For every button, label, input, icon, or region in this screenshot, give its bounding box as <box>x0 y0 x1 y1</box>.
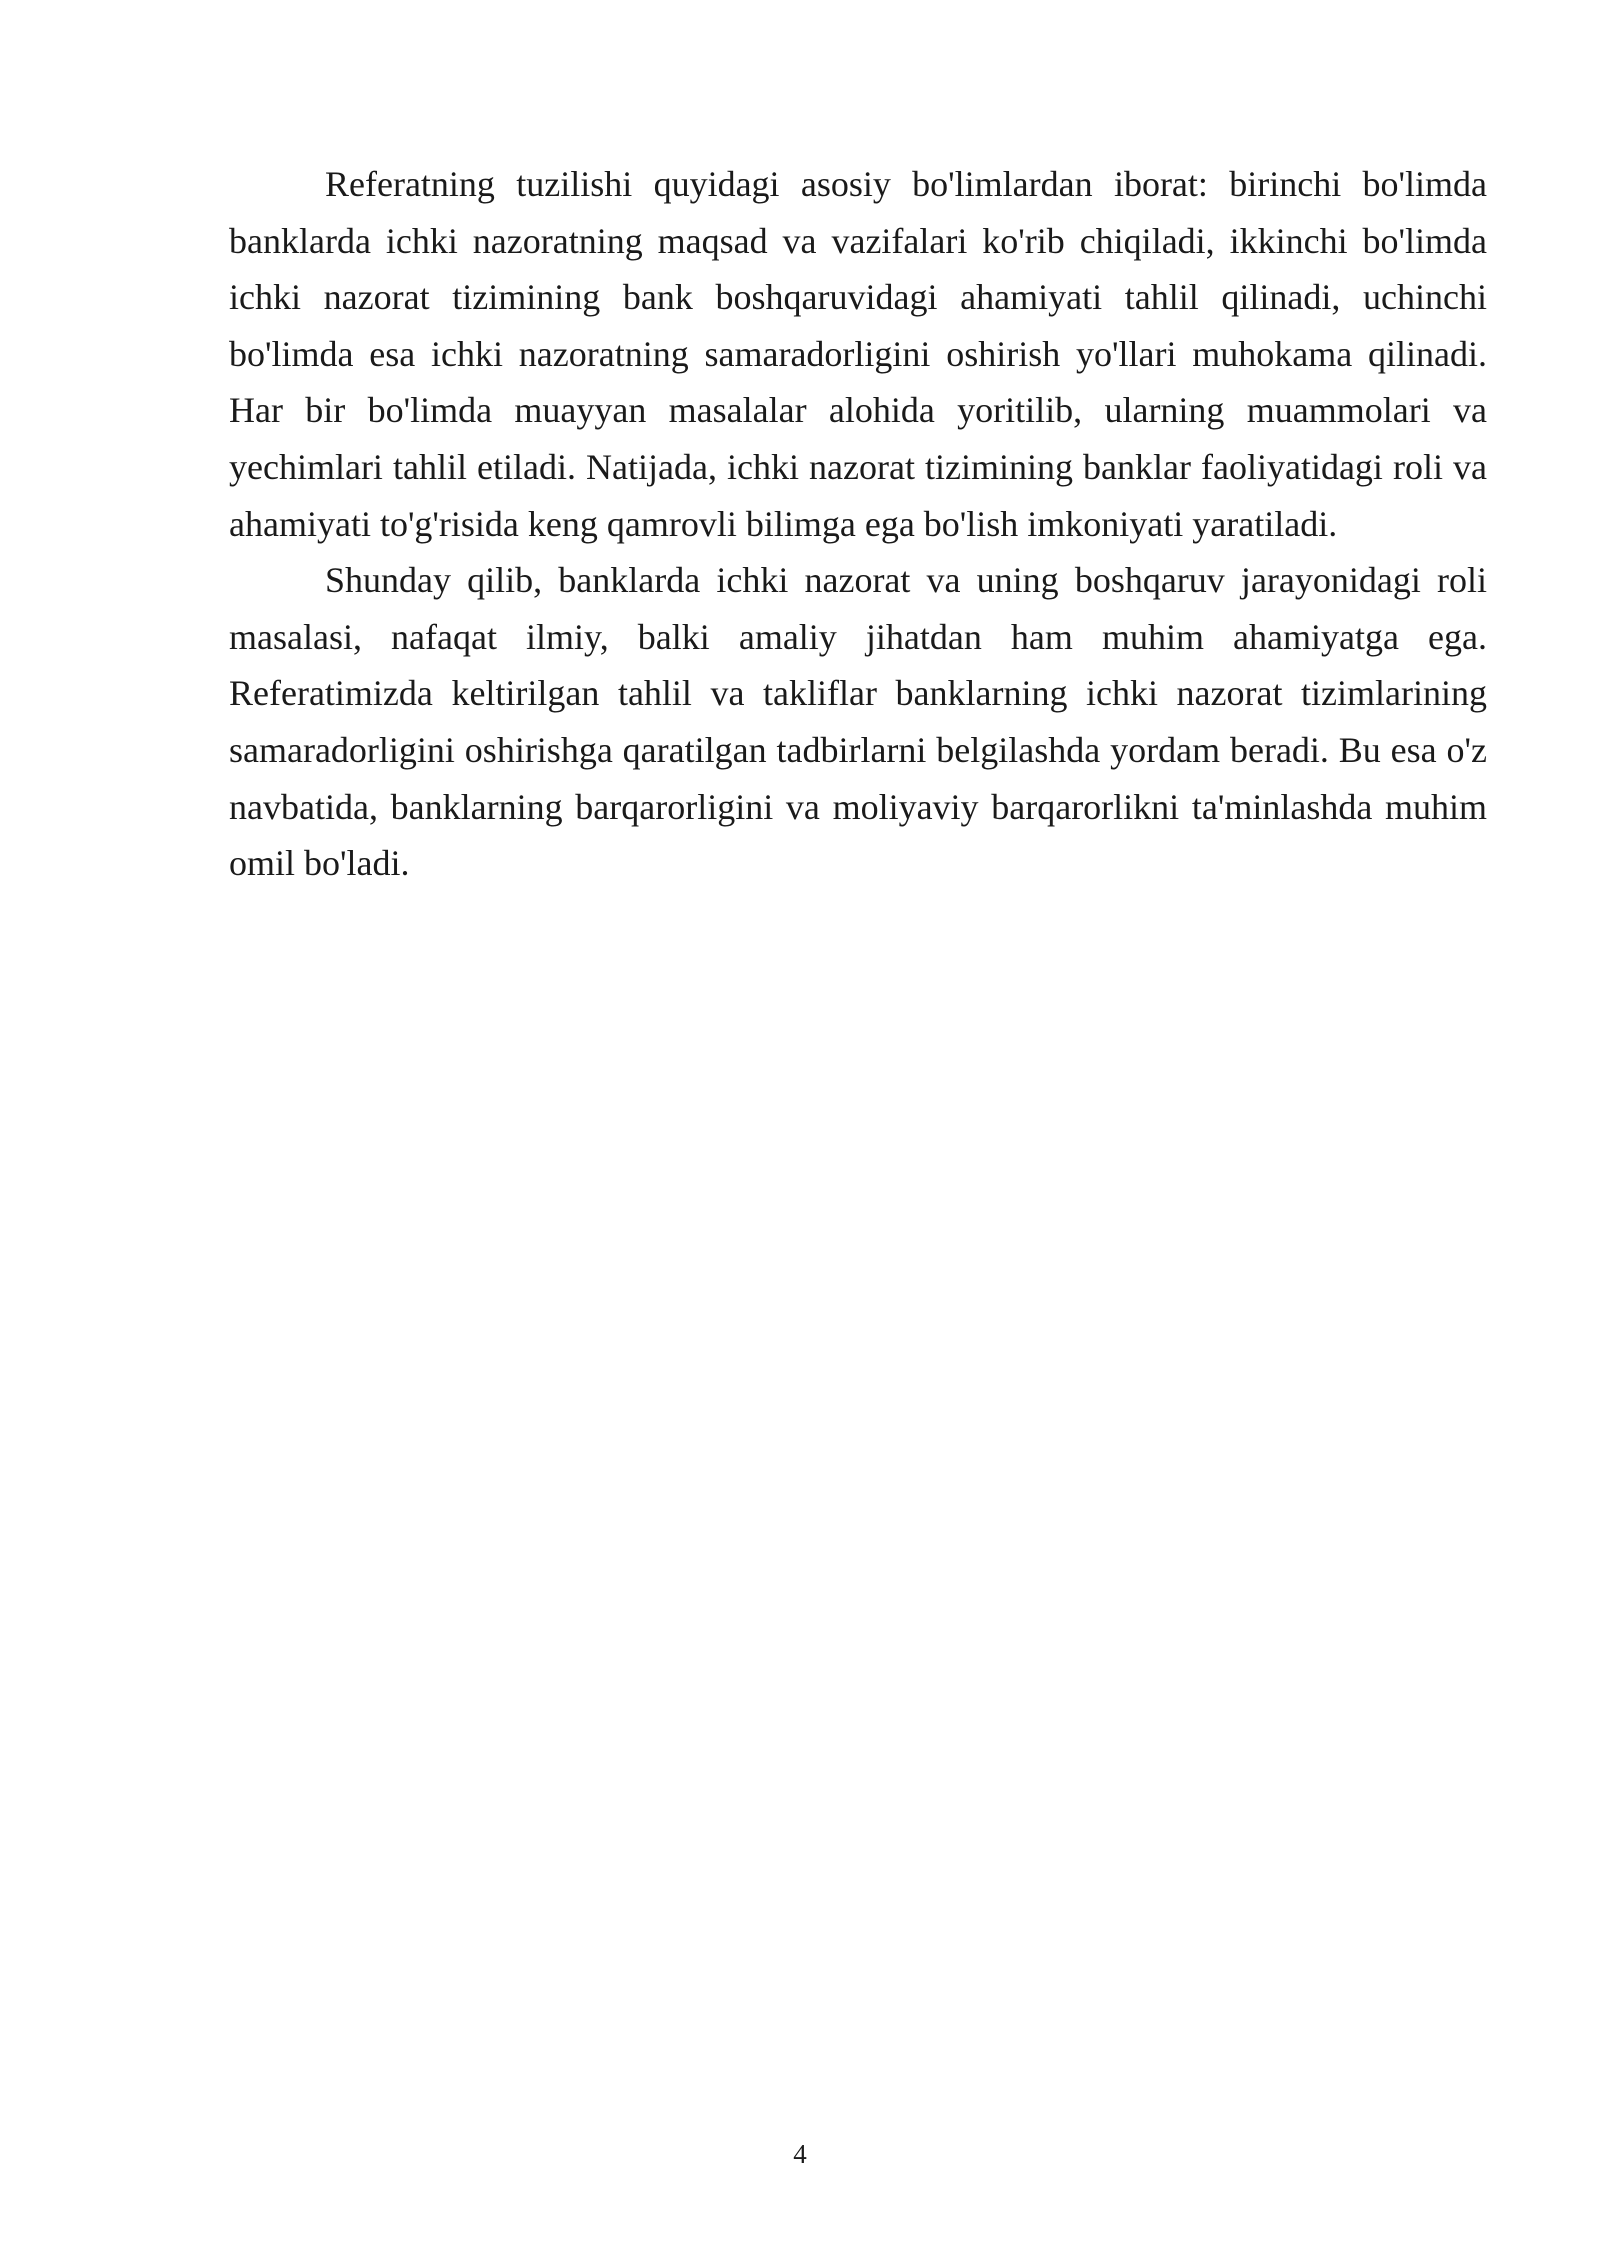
body-text <box>229 156 1487 892</box>
page-number: 4 <box>793 2139 807 2169</box>
paragraph-structure: Referatning tuzilishi quyidagi asosiy bo'limlardan iborat: birinchi bo'limda banklarda ichki nazoratning maqsad va vazifalari ko'rib chiqiladi, ikkinchi bo'limda ichki nazorat tizimining bank boshqaruvidagi ahamiyati tahlil qilinadi, uchinchi bo'limda esa ichki nazoratning samaradorligini oshirish yo'llari muhokama qilinadi. Har bir bo'limda muayyan masalalar alohida yoritilib, ularning muammolari va yechimlari tahlil etiladi. Natijada, ichki nazorat tizimining banklar faoliyatidagi roli va ahamiyati to'g'risida keng qamrovli bilimga ega bo'lish imkoniyati yaratiladi. <box>229 164 1487 544</box>
paragraph-conclusion: Shunday qilib, banklarda ichki nazorat va uning boshqaruv jarayonidagi roli masalasi, nafaqat ilmiy, balki amaliy jihatdan ham muhim ahamiyatga ega. Referatimizda keltirilgan tahlil va takliflar banklarning ichki nazorat tizimlarining samaradorligini oshirishga qaratilgan tadbirlarni belgilashda yordam beradi. Bu esa o'z navbatida, banklarning barqarorligini va moliyaviy barqarorlikni ta'minlashda muhim omil bo'ladi. <box>229 560 1487 884</box>
